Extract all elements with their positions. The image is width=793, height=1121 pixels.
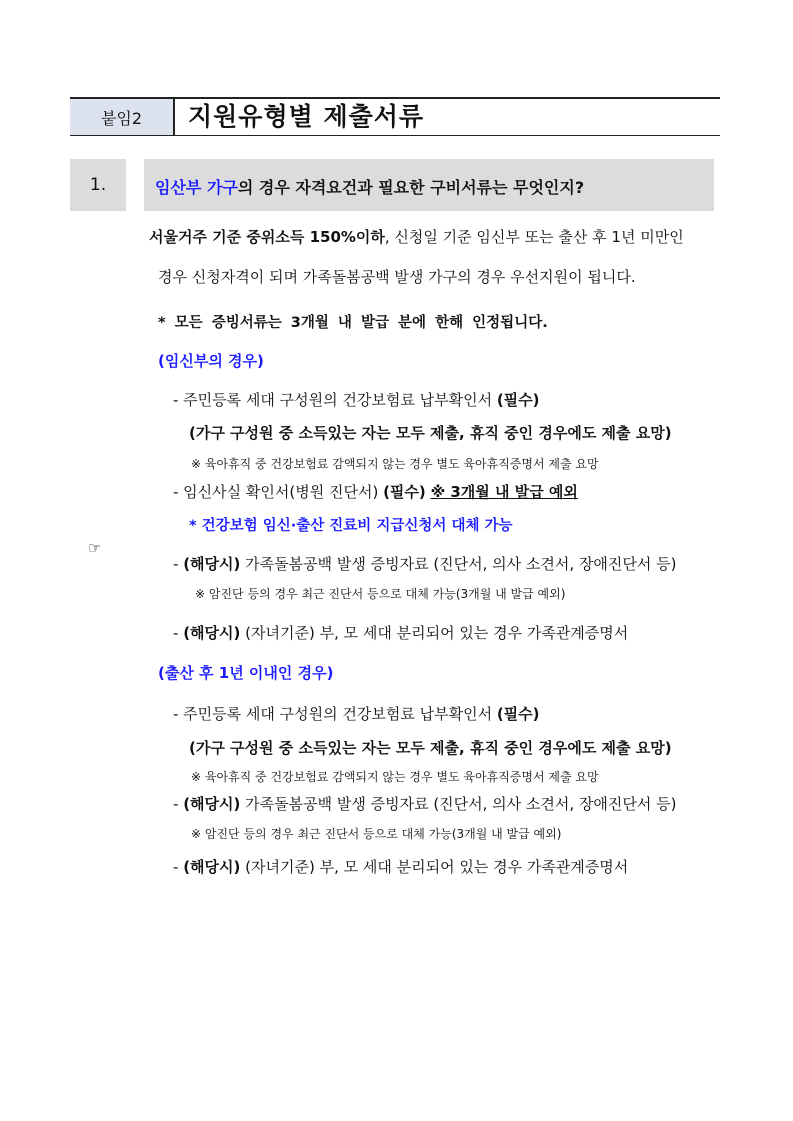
- sec1-item-care-gap: [173, 553, 677, 574]
- sec1-item-insurance-text: - 주민등록 세대 구성원의 건강보험료 납부확인서: [173, 391, 497, 409]
- if-applicable-badge: (해당시): [183, 555, 241, 573]
- attachment-tag: 붙임2: [70, 99, 173, 135]
- sec1-item-family-cert-text: (자녀기준) 부, 모 세대 분리되어 있는 경우 가족관계증명서: [240, 624, 629, 642]
- sec1-item-pregnancy-cert: [173, 481, 578, 502]
- sec2-item-care-gap: [173, 793, 677, 814]
- note-all-documents: * 모든 증빙서류는 3개월 내 발급 분에 한해 인정됩니다.: [158, 315, 548, 331]
- sec1-item-pregnancy-cert-text: - 임신사실 확인서(병원 진단서): [173, 483, 384, 501]
- issue-exception-note: ※ 3개월 내 발급 예외: [430, 483, 578, 501]
- dash: -: [173, 624, 184, 642]
- sec1-item-care-gap-note: ※ 암진단 등의 경우 최근 진단서 등으로 대체 가능(3개월 내 발급 예외): [195, 587, 566, 601]
- dash: -: [173, 795, 184, 813]
- sec2-item-insurance-sub: (가구 구성원 중 소득있는 자는 모두 제출, 휴직 중인 경우에도 제출 요망): [189, 739, 672, 757]
- header-separator: [173, 99, 175, 135]
- sec2-item-insurance: [173, 703, 540, 724]
- page-title: 지원유형별 제출서류: [188, 102, 425, 131]
- pointing-hand-icon: ☞: [88, 539, 102, 557]
- section-postpartum-title: (출산 후 1년 이내인 경우): [158, 664, 334, 682]
- intro-line-1-rest: , 신청일 기준 임신부 또는 출산 후 1년 미만인: [384, 228, 684, 246]
- required-badge: (필수): [383, 483, 426, 501]
- header-bottom-rule: [70, 135, 720, 136]
- question-number: 1.: [70, 159, 126, 211]
- dash: -: [173, 858, 184, 876]
- sec1-item-care-gap-text: 가족돌봄공백 발생 증빙자료 (진단서, 의사 소견서, 장애진단서 등): [240, 555, 677, 573]
- sec2-item-insurance-note: ※ 육아휴직 중 건강보험료 감액되지 않는 경우 별도 육아휴직증명서 제출 요망: [191, 770, 599, 784]
- question-rest: 의 경우 자격요건과 필요한 구비서류는 무엇인지?: [237, 178, 585, 197]
- sec2-item-care-gap-text: 가족돌봄공백 발생 증빙자료 (진단서, 의사 소견서, 장애진단서 등): [240, 795, 677, 813]
- intro-income-criteria: 서울거주 기준 중위소득 150%이하: [149, 228, 385, 246]
- required-badge: (필수): [496, 391, 540, 409]
- intro-line-1: [149, 226, 684, 247]
- sec1-item-family-cert: [173, 622, 628, 643]
- sec1-item-pregnancy-alt: * 건강보험 임신·출산 진료비 지급신청서 대체 가능: [189, 518, 513, 534]
- sec2-item-family-cert-text: (자녀기준) 부, 모 세대 분리되어 있는 경우 가족관계증명서: [240, 858, 629, 876]
- sec1-item-insurance-sub: (가구 구성원 중 소득있는 자는 모두 제출, 휴직 중인 경우에도 제출 요망): [189, 424, 672, 442]
- sec2-item-care-gap-note: ※ 암진단 등의 경우 최근 진단서 등으로 대체 가능(3개월 내 발급 예외): [191, 827, 562, 841]
- if-applicable-badge: (해당시): [183, 858, 241, 876]
- sec2-item-family-cert: [173, 856, 628, 877]
- section-pregnant-title: (임신부의 경우): [158, 352, 264, 370]
- sec1-item-insurance: [173, 389, 540, 410]
- question-highlight: 임산부 가구: [155, 178, 238, 197]
- required-badge: (필수): [496, 705, 540, 723]
- dash: -: [173, 555, 184, 573]
- question-text: [155, 175, 584, 198]
- if-applicable-badge: (해당시): [183, 795, 241, 813]
- if-applicable-badge: (해당시): [183, 624, 241, 642]
- sec1-item-insurance-note: ※ 육아휴직 중 건강보험료 감액되지 않는 경우 별도 육아휴직증명서 제출 요망: [191, 457, 599, 471]
- sec2-item-insurance-text: - 주민등록 세대 구성원의 건강보험료 납부확인서: [173, 705, 497, 723]
- intro-line-2: 경우 신청자격이 되며 가족돌봄공백 발생 가구의 경우 우선지원이 됩니다.: [158, 268, 636, 286]
